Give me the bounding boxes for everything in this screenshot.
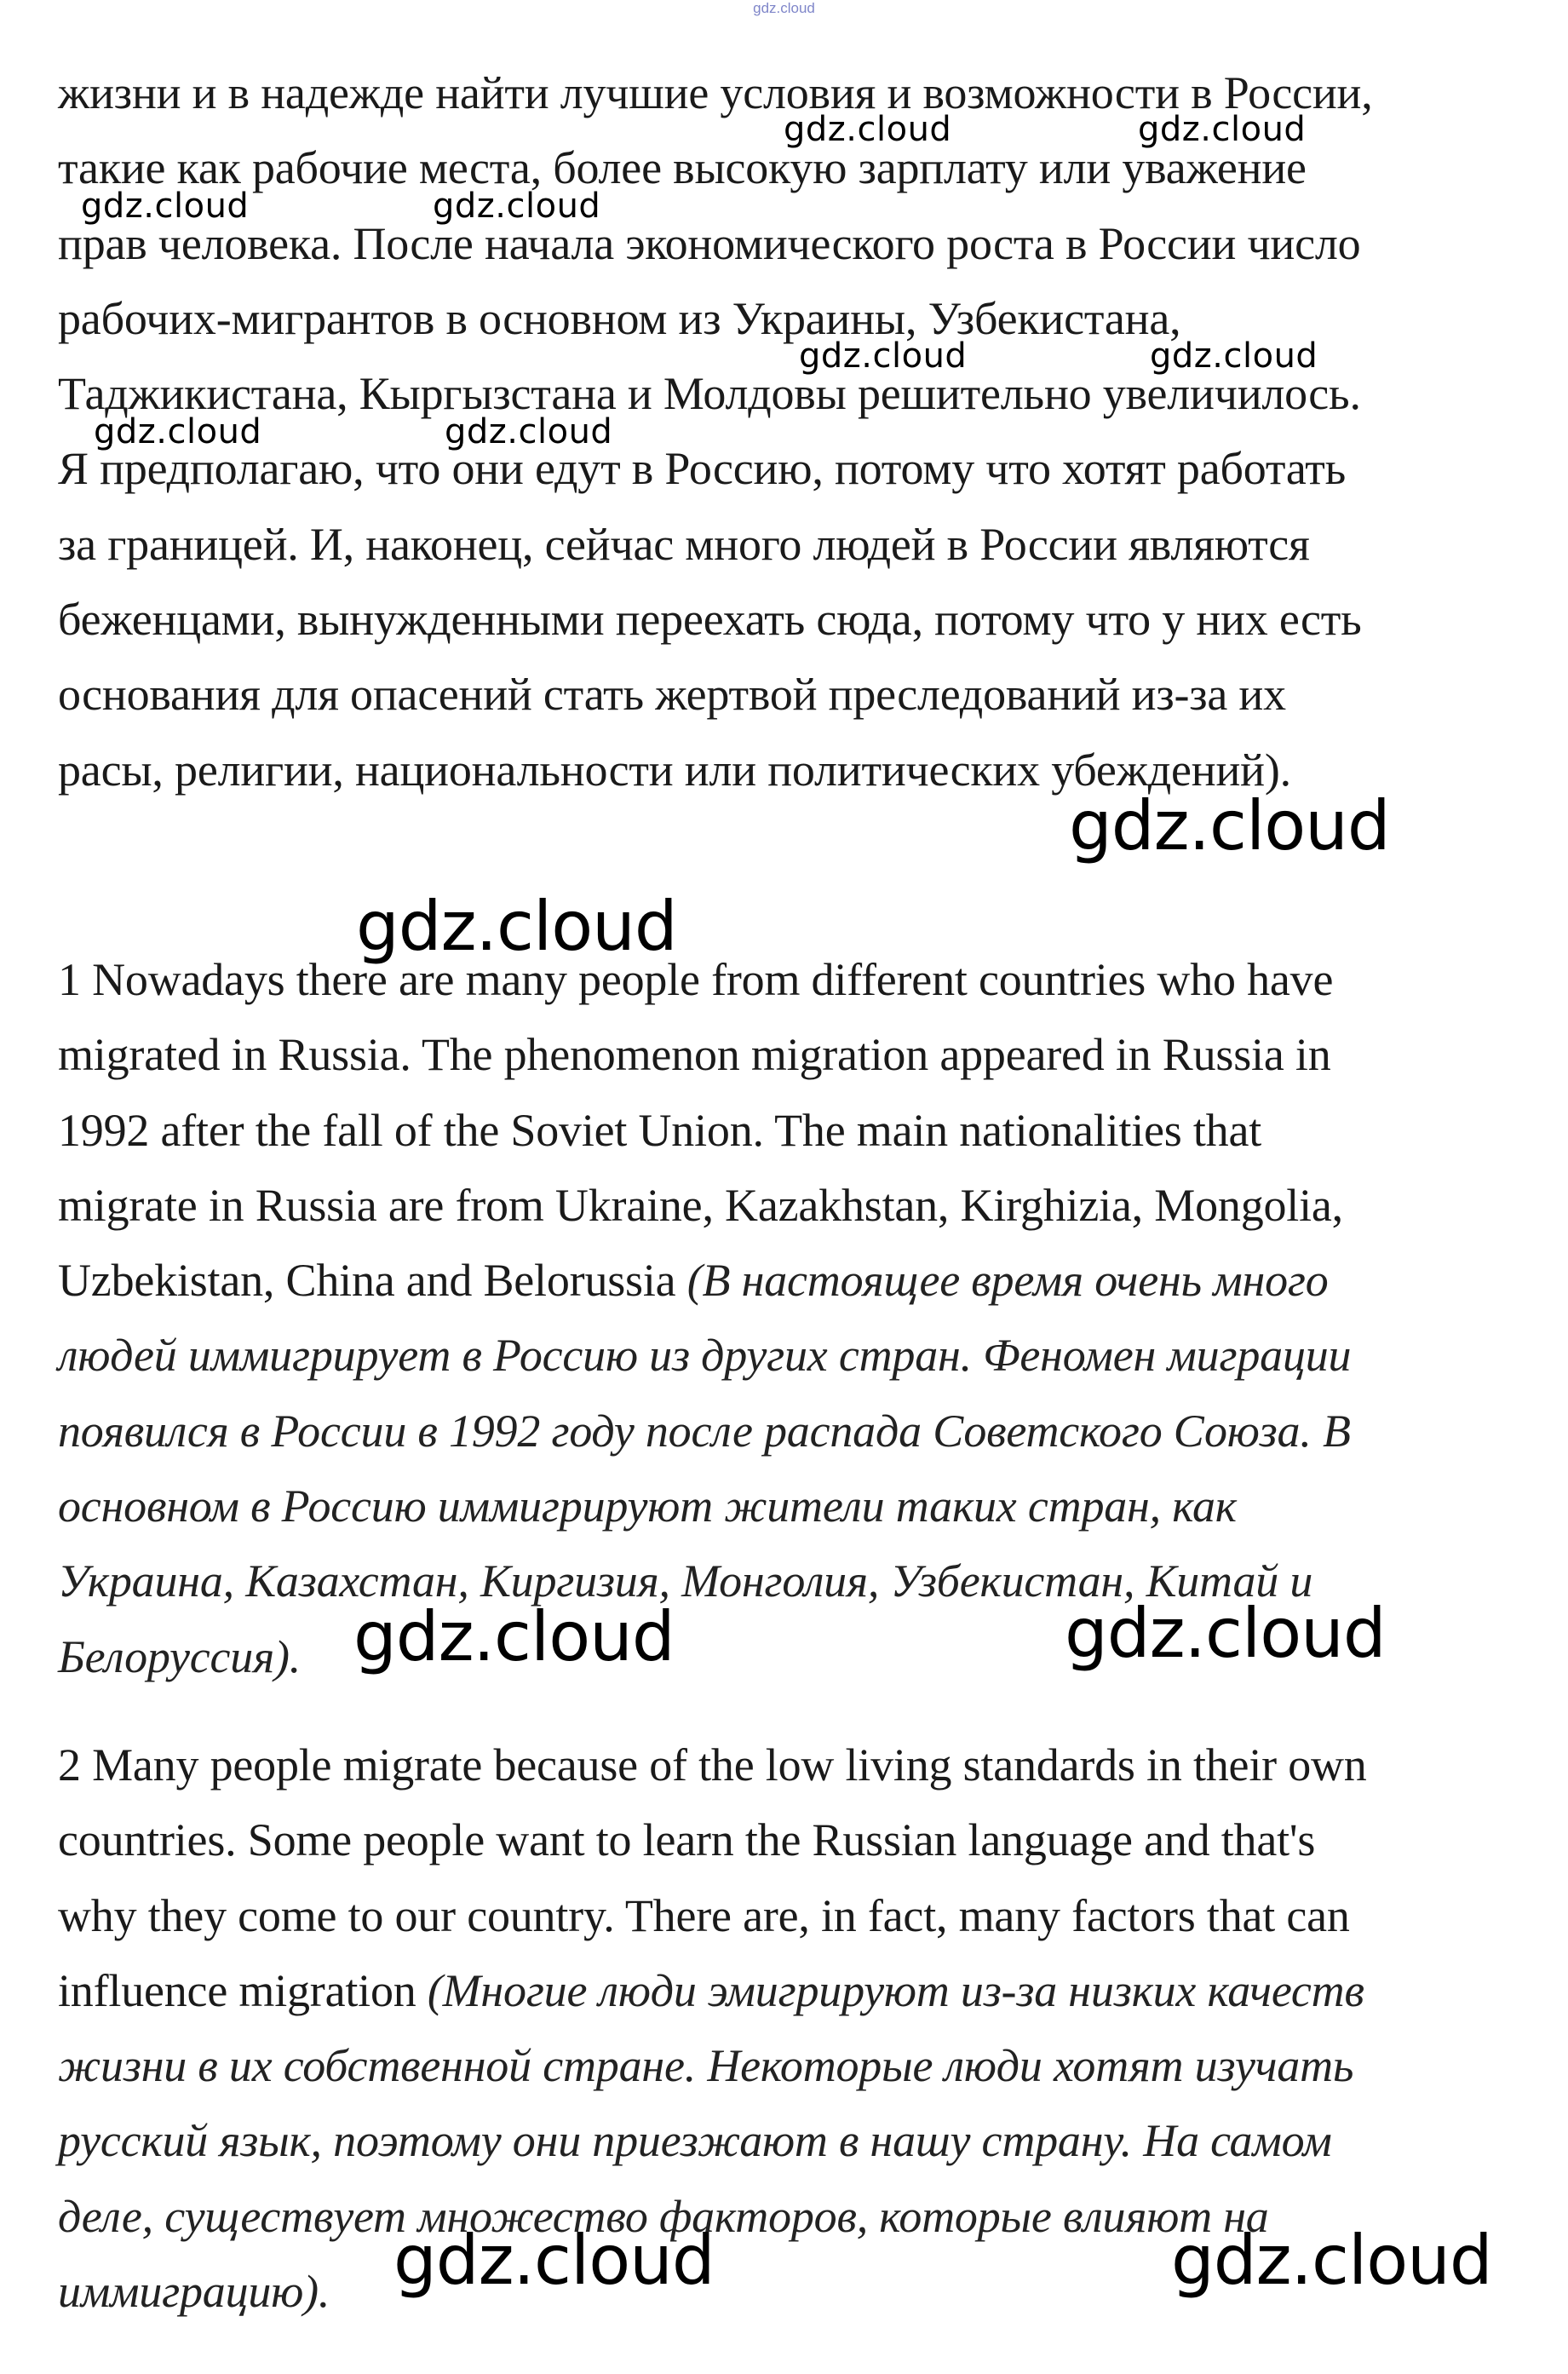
translation-line: иммиграцию). xyxy=(58,2266,330,2318)
text-line: жизни и в надежде найти лучшие условия и возможности в России, xyxy=(58,67,1373,118)
paragraph-1 xyxy=(58,55,1540,808)
watermark: gdz.cloud xyxy=(356,887,677,966)
text-line: 2 Many people migrate because of the low living standards in their own xyxy=(58,1739,1367,1791)
translation-line: Белоруссия). xyxy=(58,1630,302,1682)
watermark: gdz.cloud xyxy=(1138,110,1307,149)
watermark: gdz.cloud xyxy=(1065,1594,1386,1673)
watermark: gdz.cloud xyxy=(353,1597,675,1676)
text-line: 1 Nowadays there are many people from different countries who have xyxy=(58,954,1334,1005)
watermark: gdz.cloud xyxy=(799,336,968,376)
text-line: расы, религии, национальности или политических убеждений). xyxy=(58,744,1291,796)
text-line: основания для опасений стать жертвой преследований из-за их xyxy=(58,669,1286,721)
watermark: gdz.cloud xyxy=(81,187,250,226)
translation-line: основном в Россию иммигрируют жители таких стран, как xyxy=(58,1480,1237,1532)
translation-line: деле, существует множество факторов, которые влияют на xyxy=(58,2190,1269,2242)
paragraph-2 xyxy=(58,942,1540,1694)
english-text: influence migration xyxy=(58,1964,428,2016)
text-line: беженцами, вынужденными переехать сюда, потому что у них есть xyxy=(58,594,1362,646)
text-line: за границей. И, наконец, сейчас много людей в России являются xyxy=(58,518,1310,570)
text-line: Я предполагаю, что они едут в Россию, потому что хотят работать xyxy=(58,443,1347,495)
text-line: migrate in Russia are from Ukraine, Kazakhstan, Kirghizia, Mongolia, xyxy=(58,1179,1343,1231)
text-line: migrated in Russia. The phenomenon migration appeared in Russia in xyxy=(58,1029,1331,1081)
text-line: countries. Some people want to learn the Russian language and that's xyxy=(58,1814,1316,1866)
watermark: gdz.cloud xyxy=(393,2221,715,2300)
text-line: Таджикистана, Кыргызстана и Молдовы решительно увеличилось. xyxy=(58,368,1361,420)
watermark: gdz.cloud xyxy=(1150,336,1318,376)
watermark: gdz.cloud xyxy=(1069,786,1390,865)
translation-line: русский язык, поэтому они приезжают в нашу страну. На самом xyxy=(58,2115,1332,2167)
watermark: gdz.cloud xyxy=(1171,2221,1492,2300)
text-line: 1992 after the fall of the Soviet Union. The main nationalities that xyxy=(58,1104,1262,1156)
translation-line: жизни в их собственной стране. Некоторые люди хотят изучать xyxy=(58,2040,1354,2092)
watermark: gdz.cloud xyxy=(784,110,952,149)
text-line xyxy=(58,1953,1540,2028)
translation-text: (В настоящее время очень много xyxy=(686,1255,1329,1307)
watermark: gdz.cloud xyxy=(433,187,601,226)
site-mark: gdz.cloud xyxy=(753,0,815,16)
watermark: gdz.cloud xyxy=(445,412,613,451)
text-line: рабочих-мигрантов в основном из Украины, Узбекистана, xyxy=(58,292,1181,344)
translation-text: (Многие люди эмигрируют из-за низких качеств xyxy=(427,1964,1364,2016)
text-line: why they come to our country. There are, in fact, many factors that can xyxy=(58,1889,1350,1941)
translation-line: появился в России в 1992 году после распада Советского Союза. В xyxy=(58,1405,1351,1457)
text-line: прав человека. После начала экономического роста в России число xyxy=(58,217,1361,269)
text-line xyxy=(58,1243,1540,1318)
english-text: Uzbekistan, China and Belorussia xyxy=(58,1255,687,1307)
translation-line: Украина, Казахстан, Киргизия, Монголия, Узбекистан, Китай и xyxy=(58,1555,1313,1607)
text-line: такие как рабочие места, более высокую зарплату или уважение xyxy=(58,142,1307,194)
translation-line: людей иммигрирует в Россию из других стран. Феномен миграции xyxy=(58,1330,1352,1382)
watermark: gdz.cloud xyxy=(94,412,262,451)
